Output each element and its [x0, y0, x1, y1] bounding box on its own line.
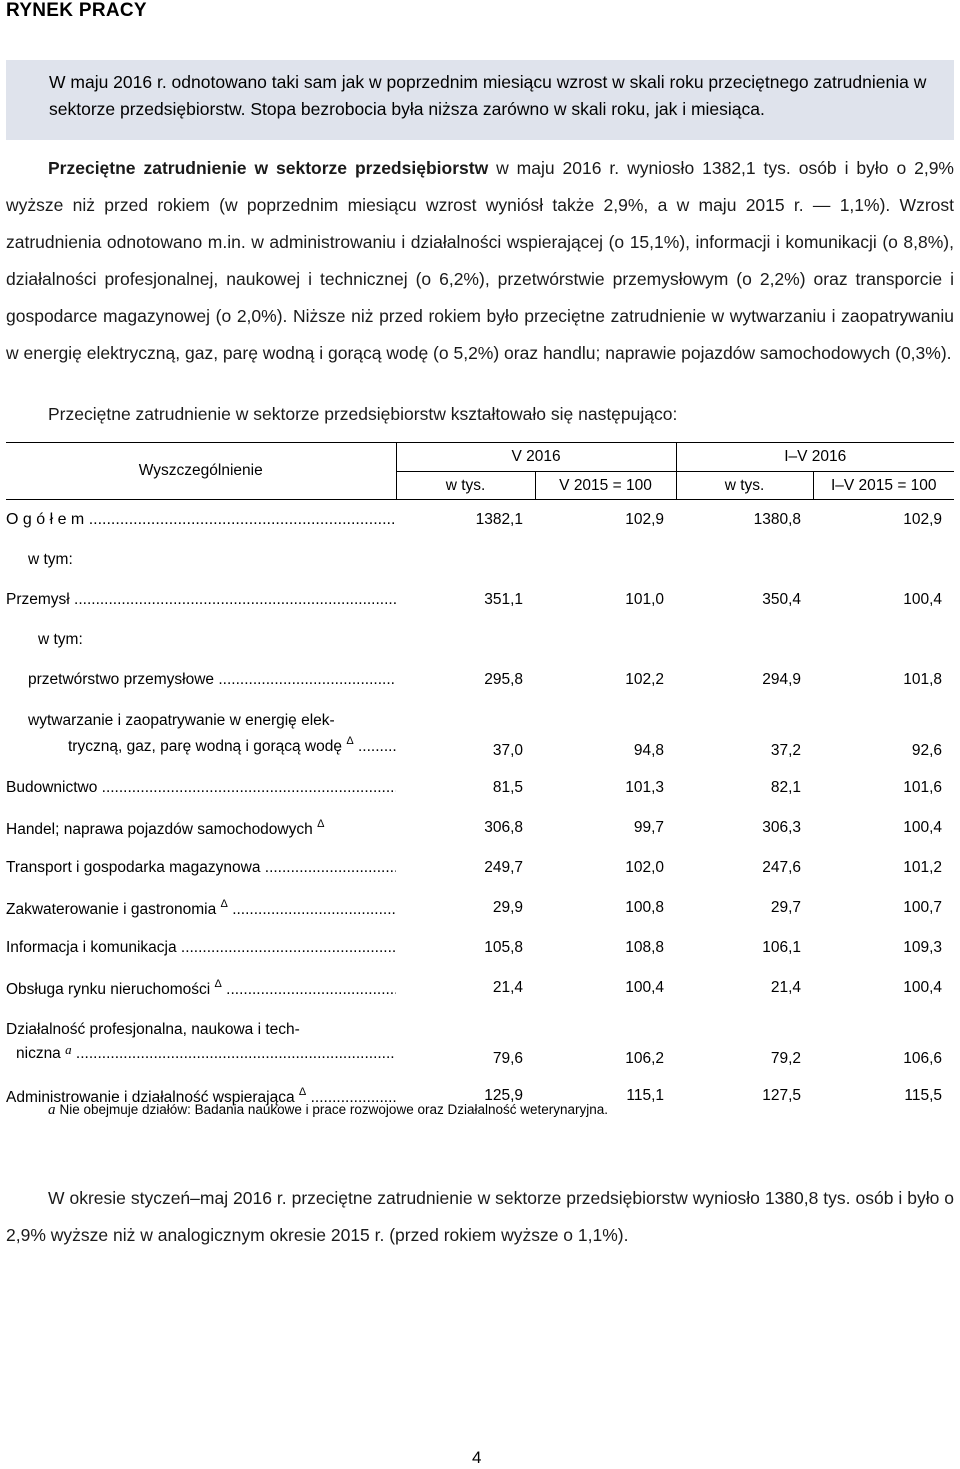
- col-header-index: I–V 2015 = 100: [813, 472, 954, 500]
- cell-value: 106,1: [762, 939, 802, 956]
- cell-value: 249,7: [484, 859, 523, 876]
- table-row: [6, 968, 954, 1008]
- summary-text: W maju 2016 r. odnotowano taki sam jak w poprzednim miesiącu wzrost w skali roku przeciętnego zatrudnienia w sektorze przedsiębiorstw. Stopa bezrobocia była niższa zarówno w skali roku, jak i miesiąca.: [49, 72, 927, 119]
- cell-value: 101,0: [625, 591, 665, 608]
- cell-value: 79,6: [492, 1050, 523, 1067]
- cell-value: 100,4: [903, 591, 943, 608]
- row-label: Przemysł: [6, 591, 70, 608]
- cell-value: 102,9: [625, 511, 665, 528]
- cell-value: 100,8: [625, 899, 665, 916]
- cell-value: 21,4: [492, 979, 523, 996]
- row-label: O g ó ł e m: [6, 511, 85, 528]
- delta-mark: Δ: [317, 817, 325, 830]
- table-row: [6, 700, 954, 768]
- table-row: [6, 928, 954, 968]
- cell-value: 101,8: [903, 671, 943, 688]
- delta-mark: Δ: [346, 735, 354, 747]
- cell-value: 100,4: [903, 979, 943, 996]
- cell-value: 306,8: [484, 819, 523, 836]
- table-intro: Przeciętne zatrudnienie w sektorze przedsiębiorstw kształtowało się następująco:: [48, 404, 678, 424]
- row-label: Informacja i komunikacja: [6, 939, 177, 956]
- page-number: 4: [472, 1448, 482, 1467]
- employment-table: [6, 442, 954, 1116]
- table-row: [6, 848, 954, 888]
- col-group-i-v2016: I–V 2016: [676, 443, 954, 472]
- cell-value: 102,9: [903, 511, 943, 528]
- row-label: Budownictwo: [6, 779, 98, 796]
- cell-value: 81,5: [492, 779, 523, 796]
- cell-value: 115,5: [904, 1087, 943, 1104]
- table-row: [6, 1008, 954, 1076]
- delta-mark: Δ: [214, 977, 222, 990]
- cell-value: 100,4: [625, 979, 665, 996]
- cell-value: 92,6: [911, 742, 943, 759]
- col-header-thousands: w tys.: [396, 472, 535, 500]
- cell-value: 127,5: [762, 1087, 802, 1104]
- cell-value: 29,9: [492, 899, 523, 916]
- footnote-text: Nie obejmuje działów: Badania naukowe i prace rozwojowe oraz Działalność weterynaryjna.: [59, 1102, 609, 1117]
- cell-value: 79,2: [770, 1050, 802, 1067]
- row-label: Zakwaterowanie i gastronomia: [6, 900, 217, 918]
- cell-value: 109,3: [903, 939, 943, 956]
- cell-value: 99,7: [633, 819, 665, 836]
- table-row: [6, 580, 954, 620]
- row-label: Transport i gospodarka magazynowa: [6, 859, 261, 876]
- table-row: [6, 768, 954, 808]
- row-label: Handel; naprawa pojazdów samochodowych: [6, 820, 313, 838]
- row-label-line1: Działalność profesjonalna, naukowa i tech-: [6, 1021, 300, 1038]
- cell-value: 105,8: [484, 939, 523, 956]
- footnote-mark: a: [48, 1102, 56, 1118]
- row-label: w tym:: [28, 551, 73, 568]
- cell-value: 101,2: [903, 859, 943, 876]
- table-footnote: [48, 1102, 608, 1119]
- period-paragraph: [6, 1180, 954, 1254]
- cell-value: 100,7: [903, 899, 943, 916]
- cell-value: 108,8: [625, 939, 665, 956]
- col-header-thousands: w tys.: [676, 472, 813, 500]
- col-header-label: Wyszczególnienie: [6, 443, 396, 500]
- cell-value: 102,0: [625, 859, 665, 876]
- cell-value: 102,2: [625, 671, 665, 688]
- table-row-subheading: [6, 540, 954, 580]
- col-header-index: V 2015 = 100: [535, 472, 676, 500]
- row-label-line1: wytwarzanie i zaopatrywanie w energię elek-: [28, 712, 335, 729]
- paragraph-body: W okresie styczeń–maj 2016 r. przeciętne zatrudnienie w sektorze przedsiębiorstw wyniosło 1380,8 tys. osób i było o 2,9% wyższe niż w analogicznym okresie 2015 r. (przed rokiem wyższe o 1,1%).: [6, 1188, 954, 1245]
- cell-value: 350,4: [762, 591, 802, 608]
- cell-value: 82,1: [770, 779, 802, 796]
- cell-value: 94,8: [633, 742, 665, 759]
- cell-value: 125,9: [484, 1087, 523, 1104]
- row-label: Administrowanie i działalność wspierająca: [6, 1088, 295, 1106]
- cell-value: 106,6: [903, 1050, 943, 1067]
- footnote-mark: a: [65, 1042, 72, 1057]
- col-group-v2016: V 2016: [396, 443, 676, 472]
- delta-mark: Δ: [220, 897, 228, 910]
- cell-value: 351,1: [484, 591, 523, 608]
- row-label: w tym:: [38, 631, 83, 648]
- row-label: przetwórstwo przemysłowe: [28, 671, 215, 688]
- section-header: RYNEK PRACY: [6, 0, 147, 21]
- cell-value: 295,8: [484, 671, 523, 688]
- cell-value: 101,3: [625, 779, 665, 796]
- cell-value: 37,0: [492, 742, 523, 759]
- row-label-line2: niczna: [16, 1045, 61, 1062]
- table-row: [6, 888, 954, 928]
- table-row: [6, 660, 954, 700]
- cell-value: 247,6: [762, 859, 802, 876]
- cell-value: 1380,8: [753, 511, 802, 528]
- table-row-subheading: [6, 620, 954, 660]
- cell-value: 29,7: [770, 899, 802, 916]
- cell-value: 106,2: [625, 1050, 665, 1067]
- row-label-line2: tryczną, gaz, parę wodną i gorącą wodę: [68, 738, 342, 755]
- cell-value: 37,2: [770, 742, 802, 759]
- paragraph-body: w maju 2016 r. wyniosło 1382,1 tys. osób i było o 2,9% wyższe niż przed rokiem (w poprzednim miesiącu wzrost wyniósł także 2,9%, a w maju 2015 r. — 1,1%). Wzrost zatrudnienia odnotowano m.in. w administrowaniu i działalności wspierającej (o 15,1%), informacji i komunikacji (o 8,8%), działalności profesjonalnej, naukowej i technicznej (o 6,2%), przetwórstwie przemysłowym (o 2,2%) oraz transporcie i gospodarce magazynowej (o 2,0%). Niższe niż przed rokiem było przeciętne zatrudnienie w wytwarzaniu i zaopatrywaniu w energię elektryczną, gaz, parę wodną i gorącą wodę (o 5,2%) oraz handlu; naprawie pojazdów samochodowych (0,3%).: [6, 158, 954, 363]
- summary-box: [6, 60, 954, 140]
- cell-value: 101,6: [903, 779, 943, 796]
- employment-paragraph: [6, 150, 954, 372]
- cell-value: 1382,1: [475, 511, 523, 528]
- cell-value: 115,1: [626, 1087, 665, 1104]
- paragraph-lead-bold: Przeciętne zatrudnienie w sektorze przedsiębiorstw: [48, 158, 489, 178]
- cell-value: 306,3: [762, 819, 802, 836]
- row-label: Obsługa rynku nieruchomości: [6, 980, 211, 998]
- cell-value: 100,4: [903, 819, 943, 836]
- table-row: [6, 808, 954, 848]
- cell-value: 21,4: [770, 979, 802, 996]
- cell-value: 294,9: [762, 671, 802, 688]
- delta-mark: Δ: [298, 1085, 307, 1098]
- table-row-total: [6, 500, 954, 541]
